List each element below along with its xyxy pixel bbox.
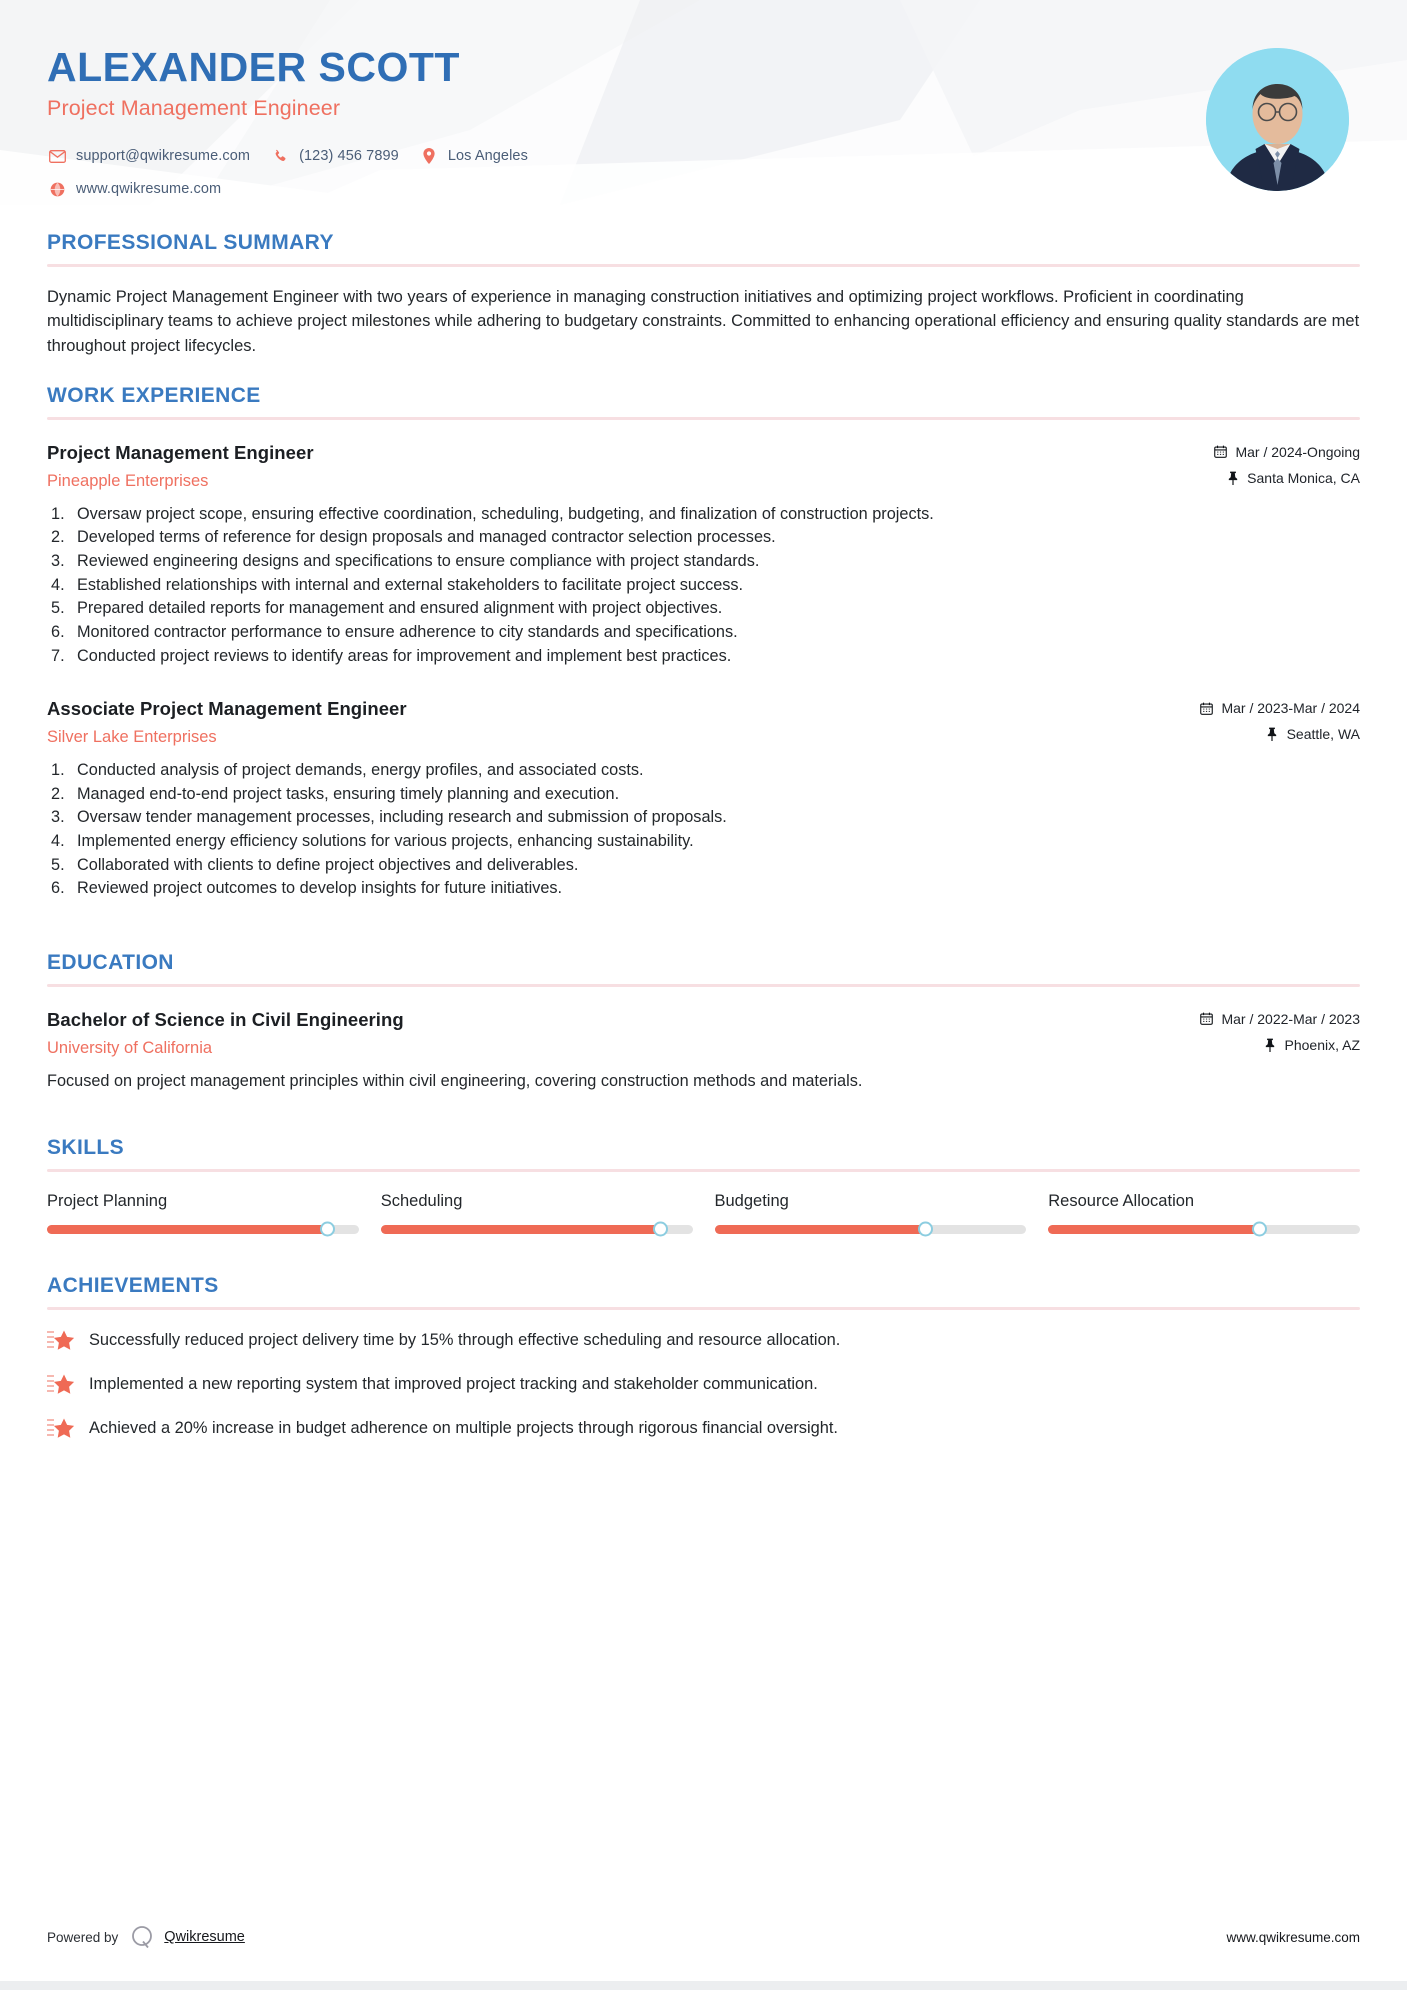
experience-dates [1199, 700, 1360, 716]
contact-row-primary [47, 143, 1407, 169]
skill-item [1048, 1192, 1360, 1234]
skill-progress-fill [381, 1225, 662, 1234]
achievements-list [47, 1328, 1360, 1440]
experience-dates-text: Mar / 2023-Mar / 2024 [1221, 700, 1360, 717]
list-item: Developed terms of reference for design proposals and managed contractor selection processes. [77, 528, 776, 547]
experience-bullet-list [47, 759, 1360, 901]
skill-label: Project Planning [47, 1191, 168, 1210]
resume-body [0, 231, 1407, 1440]
list-item: Conducted project reviews to identify areas for improvement and implement best practices. [77, 646, 732, 665]
education-entry [47, 1009, 1360, 1094]
list-item: Prepared detailed reports for management and ensured alignment with project objectives. [77, 599, 723, 618]
education-location [1199, 1037, 1360, 1053]
section-skills [47, 1136, 1360, 1234]
location-pin-icon [419, 147, 439, 165]
skill-progress-fill [47, 1225, 328, 1234]
experience-company: Silver Lake Enterprises [47, 728, 217, 747]
contact-website-text: www.qwikresume.com [76, 181, 222, 198]
calendar-icon [1213, 444, 1228, 459]
list-item [47, 1328, 1360, 1352]
bottom-edge-band [0, 1981, 1407, 1990]
resume-header [0, 0, 1407, 205]
contact-phone-text: (123) 456 7899 [299, 148, 399, 165]
experience-entry [47, 442, 1360, 668]
job-title: Project Management Engineer [47, 96, 341, 121]
list-item [47, 1372, 1360, 1396]
section-title-summary: PROFESSIONAL SUMMARY [47, 231, 334, 254]
qwikresume-brand-link[interactable]: Qwikresume [164, 1929, 245, 1945]
skill-progress-knob[interactable] [320, 1222, 335, 1237]
contact-location-text: Los Angeles [447, 148, 528, 165]
experience-role: Associate Project Management Engineer [47, 698, 407, 720]
experience-entry [47, 698, 1360, 901]
skill-item [47, 1192, 359, 1234]
star-icon [47, 1416, 77, 1440]
section-work-experience [47, 384, 1360, 901]
experience-entry-header [47, 442, 1360, 491]
pushpin-icon [1265, 727, 1280, 742]
experience-location [1213, 470, 1360, 486]
phone-icon [270, 147, 290, 165]
calendar-icon [1199, 1011, 1214, 1026]
education-description: Focused on project management principles within civil engineering, covering construction methods and materials. [47, 1071, 863, 1090]
contact-row-secondary [47, 176, 1407, 202]
skill-progress-fill [1048, 1225, 1260, 1234]
contact-website[interactable] [47, 180, 221, 198]
qwikresume-logo-icon [129, 1924, 155, 1950]
list-item: Established relationships with internal and external stakeholders to facilitate project success. [77, 575, 744, 594]
experience-location-text: Santa Monica, CA [1247, 469, 1360, 486]
achievement-text: Successfully reduced project delivery time by 15% through effective scheduling and resource allocation. [89, 1330, 841, 1349]
section-divider [47, 1169, 1360, 1172]
list-item: Managed end-to-end project tasks, ensuring timely planning and execution. [77, 784, 620, 803]
experience-role: Project Management Engineer [47, 441, 314, 463]
skill-label: Resource Allocation [1048, 1191, 1195, 1210]
skill-progress-bar [715, 1225, 1027, 1234]
skill-progress-bar [47, 1225, 359, 1234]
list-item: Collaborated with clients to define project objectives and deliverables. [77, 855, 579, 874]
page-title: ALEXANDER SCOTT [47, 44, 460, 90]
contact-email[interactable] [47, 147, 250, 165]
contact-location [419, 147, 528, 165]
list-item: Monitored contractor performance to ensure adherence to city standards and specifications. [77, 622, 738, 641]
experience-location [1199, 726, 1360, 742]
section-divider [47, 984, 1360, 987]
skill-progress-bar [381, 1225, 693, 1234]
skill-progress-knob[interactable] [653, 1222, 668, 1237]
experience-dates [1213, 444, 1360, 460]
list-item [47, 1416, 1360, 1440]
section-achievements [47, 1274, 1360, 1440]
skill-item [715, 1192, 1027, 1234]
avatar [1206, 48, 1349, 191]
powered-by-label: Powered by [47, 1929, 119, 1945]
skill-item [381, 1192, 693, 1234]
globe-icon [47, 180, 67, 198]
star-icon [47, 1328, 77, 1352]
section-divider [47, 1307, 1360, 1310]
experience-bullet-list [47, 503, 1360, 668]
page-footer [0, 1924, 1407, 1950]
contact-details [47, 143, 1407, 202]
achievement-text: Implemented a new reporting system that improved project tracking and stakeholder communication. [89, 1374, 818, 1393]
skill-progress-fill [715, 1225, 927, 1234]
education-entry-header [47, 1009, 1360, 1058]
calendar-icon [1199, 701, 1214, 716]
section-title-experience: WORK EXPERIENCE [47, 383, 261, 407]
section-education [47, 951, 1360, 1094]
pushpin-icon [1263, 1037, 1278, 1052]
experience-company: Pineapple Enterprises [47, 471, 209, 490]
skill-label: Scheduling [380, 1191, 463, 1210]
pushpin-icon [1225, 470, 1240, 485]
list-item: Reviewed project outcomes to develop insights for future initiatives. [77, 879, 563, 898]
education-school: University of California [47, 1038, 213, 1057]
education-dates [1199, 1011, 1360, 1027]
skill-progress-bar [1048, 1225, 1360, 1234]
list-item: Reviewed engineering designs and specifications to ensure compliance with project standards. [77, 552, 760, 570]
skill-label: Budgeting [714, 1191, 789, 1210]
education-dates-text: Mar / 2022-Mar / 2023 [1221, 1010, 1360, 1027]
skills-grid [47, 1192, 1360, 1234]
skill-progress-knob[interactable] [918, 1222, 933, 1237]
contact-phone[interactable] [270, 147, 399, 165]
list-item: Oversaw tender management processes, including research and submission of proposals. [77, 808, 727, 827]
achievement-text: Achieved a 20% increase in budget adherence on multiple projects through rigorous financial oversight. [89, 1418, 838, 1437]
summary-text: Dynamic Project Management Engineer with two years of experience in managing construction initiatives and optimizing project workflows. Proficient in coordinating multidisciplinary teams to achieve project milestones while adhering to budgetary constraints. Committed to enhancing operational efficiency and ensuring quality standards are met throughout project lifecycles. [47, 288, 1360, 355]
section-title-skills: SKILLS [47, 1135, 125, 1159]
section-divider [47, 417, 1360, 420]
experience-dates-text: Mar / 2024-Ongoing [1235, 443, 1360, 460]
contact-email-text: support@qwikresume.com [76, 148, 251, 165]
experience-location-text: Seattle, WA [1286, 726, 1360, 743]
education-location-text: Phoenix, AZ [1284, 1036, 1360, 1053]
experience-entry-header [47, 698, 1360, 747]
footer-brand-block [47, 1924, 245, 1950]
list-item: Implemented energy efficiency solutions for various projects, enhancing sustainability. [77, 832, 694, 850]
star-icon [47, 1372, 77, 1396]
section-title-education: EDUCATION [47, 950, 174, 974]
footer-website[interactable]: www.qwikresume.com [1226, 1929, 1360, 1945]
education-degree: Bachelor of Science in Civil Engineering [47, 1008, 404, 1030]
section-professional-summary [47, 231, 1360, 358]
list-item: Oversaw project scope, ensuring effective coordination, scheduling, budgeting, and finalization of construction projects. [77, 504, 934, 523]
section-title-achievements: ACHIEVEMENTS [47, 1273, 219, 1297]
list-item: Conducted analysis of project demands, energy profiles, and associated costs. [77, 761, 644, 780]
skill-progress-knob[interactable] [1252, 1222, 1267, 1237]
envelope-icon [47, 147, 67, 165]
section-divider [47, 264, 1360, 267]
